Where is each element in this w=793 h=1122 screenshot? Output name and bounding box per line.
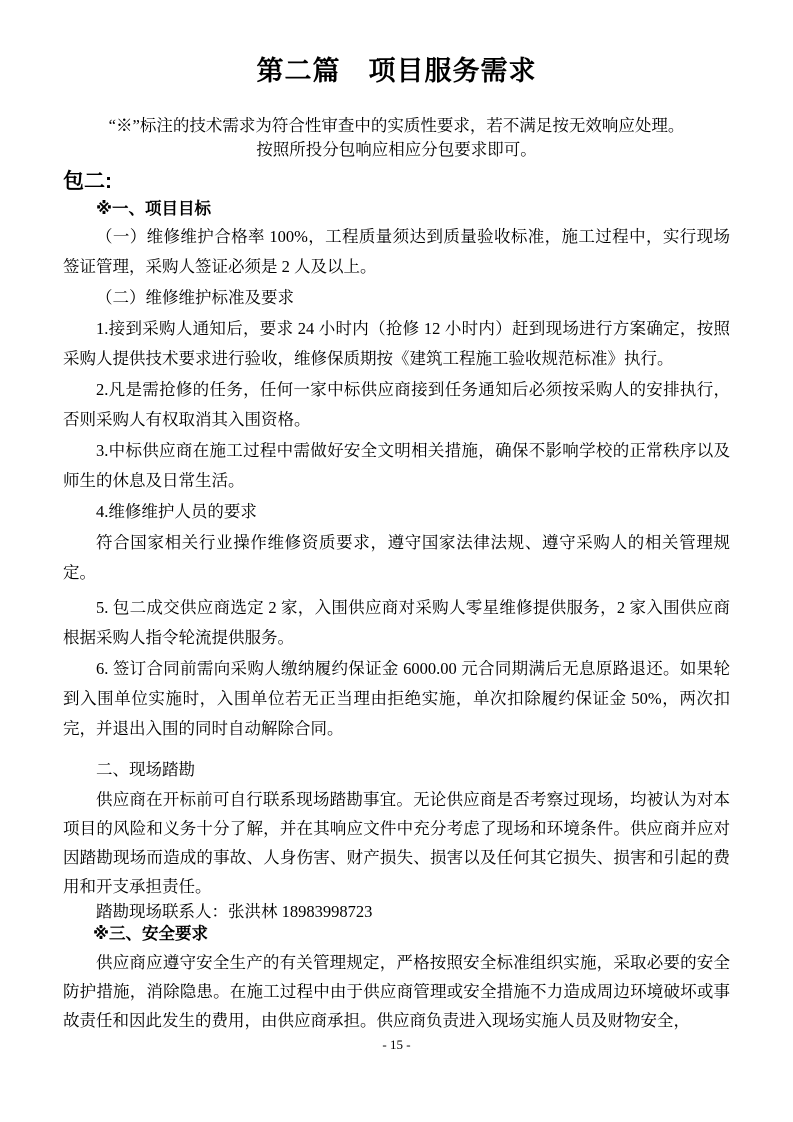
paragraph-item-6: 6. 签订合同前需向采购人缴纳履约保证金 6000.00 元合同期满后无息原路退还。如果轮到入围单位实施时，入围单位若无正当理由拒绝实施，单次扣除履约保证金 50%，两次扣完，并退出入围的同时自动解除合同。 [63,659,730,738]
paragraph-item-5: 5. 包二成交供应商选定 2 家，入围供应商对采购人零星维修提供服务，2 家入围供应商根据采购人指令轮流提供服务。 [63,598,730,647]
paragraph-site-survey: 供应商在开标前可自行联系现场踏勘事宜。无论供应商是否考察过现场，均被认为对本项目的风险和义务十分了解，并在其响应文件中充分考虑了现场和环境条件。供应商并应对因踏勘现场而造成的事故、人身伤害、财产损失、损害以及任何其它损失、损害和引起的费用和开支承担责任。 [63,790,730,896]
page-number: - 15 - [382,1037,411,1052]
section-3-heading: ※三、安全要求 [93,925,209,943]
paragraph-item-4: 4.维修维护人员的要求 [96,502,257,521]
notice-line-1: “※”标注的技术需求为符合性审查中的实质性要求，若不满足按无效响应处理。 [108,116,685,135]
paragraph-item-1: 1.接到采购人通知后，要求 24 小时内（抢修 12 小时内）赶到现场进行方案确定，按照采购人提供技术要求进行验收，维修保质期按《建筑工程施工验收规范标准》执行。 [63,319,730,368]
package-two-heading: 包二: [63,170,112,193]
section-2-heading: 二、现场踏勘 [96,760,195,779]
survey-contact-line: 踏勘现场联系人：张洪林 18983998723 [96,902,373,921]
paragraph-item-3: 3.中标供应商在施工过程中需做好安全文明相关措施，确保不影响学校的正常秩序以及师生的休息及日常生活。 [63,441,730,490]
paragraph-goal-2: （二）维修维护标准及要求 [96,288,294,307]
paragraph-item-4-detail: 符合国家相关行业操作维修资质要求，遵守国家法律法规、遵守采购人的相关管理规定。 [63,533,730,582]
paragraph-safety: 供应商应遵守安全生产的有关管理规定，严格按照安全标准组织实施，采取必要的安全防护措施，消除隐患。在施工过程中由于供应商管理或安全措施不力造成周边环境破坏或事故责任和因此发生的费用，由供应商承担。供应商负责进入现场实施人员及财物安全， [63,953,730,1030]
section-1-heading: ※一、项目目标 [96,200,212,218]
notice-line-2: 按照所投分包响应相应分包要求即可。 [256,140,537,159]
page-title: 第二篇 项目服务需求 [256,56,537,86]
paragraph-item-2: 2.凡是需抢修的任务，任何一家中标供应商接到任务通知后必须按采购人的安排执行，否则采购人有权取消其入围资格。 [63,380,730,429]
paragraph-goal-1: （一）维修维护合格率 100%，工程质量须达到质量验收标准，施工过程中，实行现场签证管理，采购人签证必须是 2 人及以上。 [63,227,730,276]
